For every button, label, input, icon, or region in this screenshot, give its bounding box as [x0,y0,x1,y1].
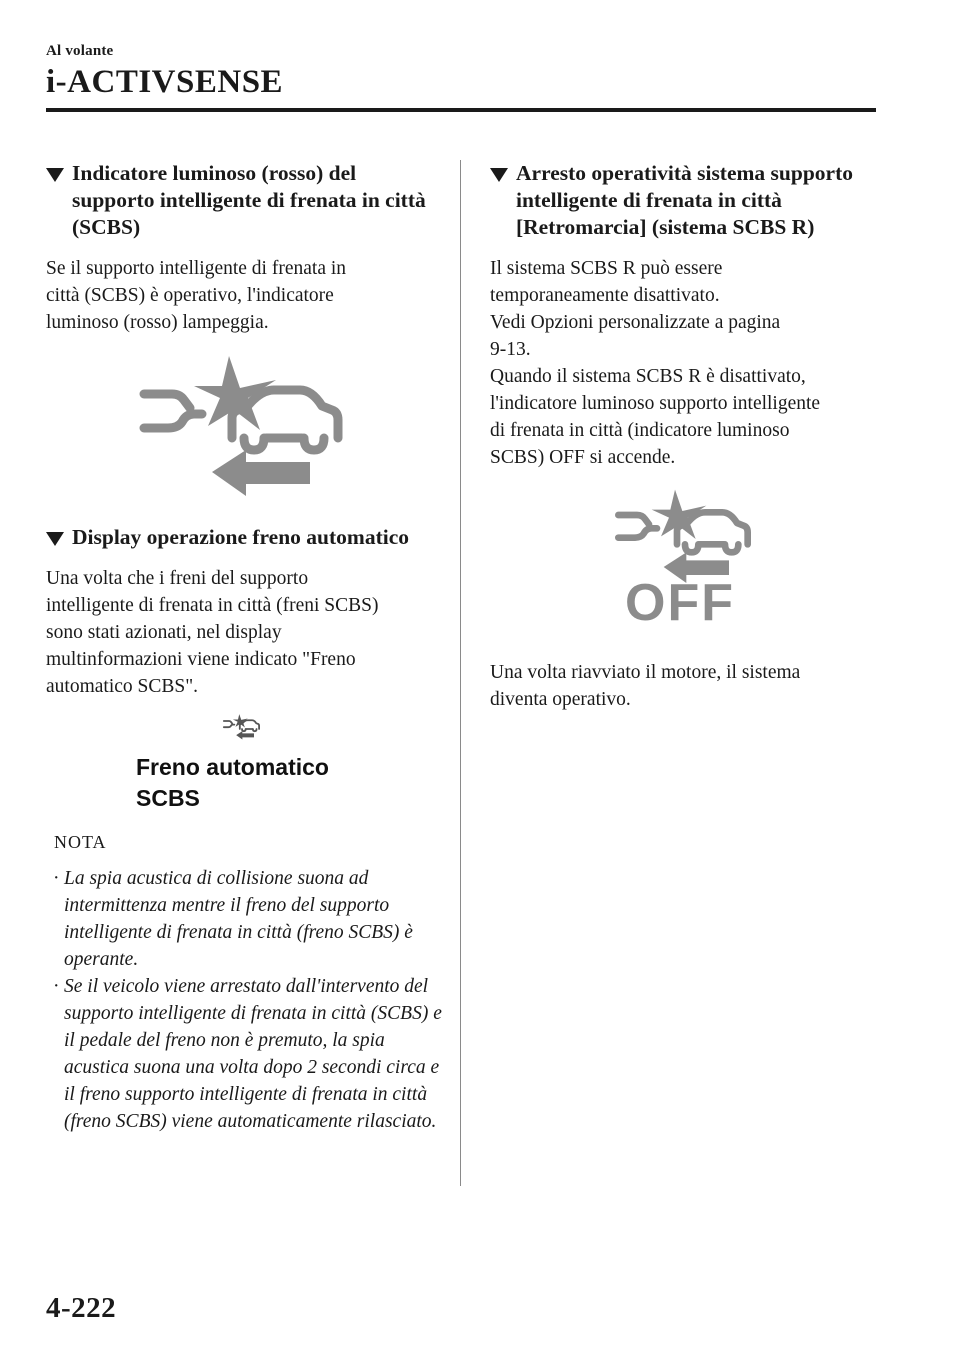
bullet-icon: · [53,976,60,997]
triangle-marker-icon [46,524,72,546]
scbs-off-indicator-icon [605,487,765,587]
note-title: NOTA [54,832,107,852]
off-label: OFF [625,574,735,632]
note-item [47,973,442,1135]
note-list [46,865,442,1135]
bullet-icon: · [53,868,60,889]
display-label-auto-brake: Freno automatico SCBS [136,754,329,811]
scbs-off-figure [490,487,880,637]
scbs-small-icon [222,712,262,742]
restart-paragraph: Una volta riavviato il motore, il sistema diventa operativo. [490,662,801,710]
heading-text: Display operazione freno automatico [72,525,409,549]
note-item [47,865,442,973]
heading-text: Arresto operatività sistema supporto intelligente di frenata in città [Retromarcia] (sistema SCBS R) [516,161,853,239]
column-divider [460,160,461,1186]
section-label: Al volante [46,43,114,59]
left-column [46,160,442,1135]
note-text: Se il veicolo viene arrestato dall'intervento del supporto intelligente di frenata in città (SCBS) e il pedale del freno non è premuto, la spia acustica suona una volta dopo 2 secondi circa e il freno supporto intelligente di frenata in città (freno SCBS) viene automaticamente rilasciato. [64,976,442,1132]
heading-auto-brake-display [46,524,442,551]
triangle-marker-icon [46,160,72,182]
right-column [490,160,880,713]
multi-info-display [136,712,436,814]
scbs-indicator-paragraph: Se il supporto intelligente di frenata in città (SCBS) è operativo, l'indicatore luminoso (rosso) lampeggia. [46,258,347,333]
auto-brake-paragraph: Una volta che i freni del supporto intelligente di frenata in città (freni SCBS) sono stati azionati, nel display multinformazioni viene indicato "Freno automatico SCBS". [46,568,379,697]
heading-scbs-r-off [490,160,880,241]
scbs-r-paragraph: Il sistema SCBS R può essere temporaneamente disattivato. Vedi Opzioni personalizzate a pagina 9-13. Quando il sistema SCBS R è disattivato, l'indicatore luminoso supporto intelligente di frenata in città (indicatore luminoso SCBS) OFF si accende. [490,258,821,468]
scbs-indicator-figure [46,352,442,502]
header-rule [46,108,876,112]
heading-text: Indicatore luminoso (rosso) del supporto intelligente di frenata in città (SCBS) [72,161,426,239]
heading-scbs-indicator [46,160,442,241]
scbs-warning-indicator-icon [134,352,354,502]
chapter-title: i-ACTIVSENSE [46,64,284,100]
page-number: 4-222 [46,1292,117,1324]
triangle-marker-icon [490,160,516,182]
note-text: La spia acustica di collisione suona ad intermittenza mentre il freno del supporto intelligente di frenata in città (freno SCBS) è operante. [64,868,413,970]
page-header [46,42,876,102]
